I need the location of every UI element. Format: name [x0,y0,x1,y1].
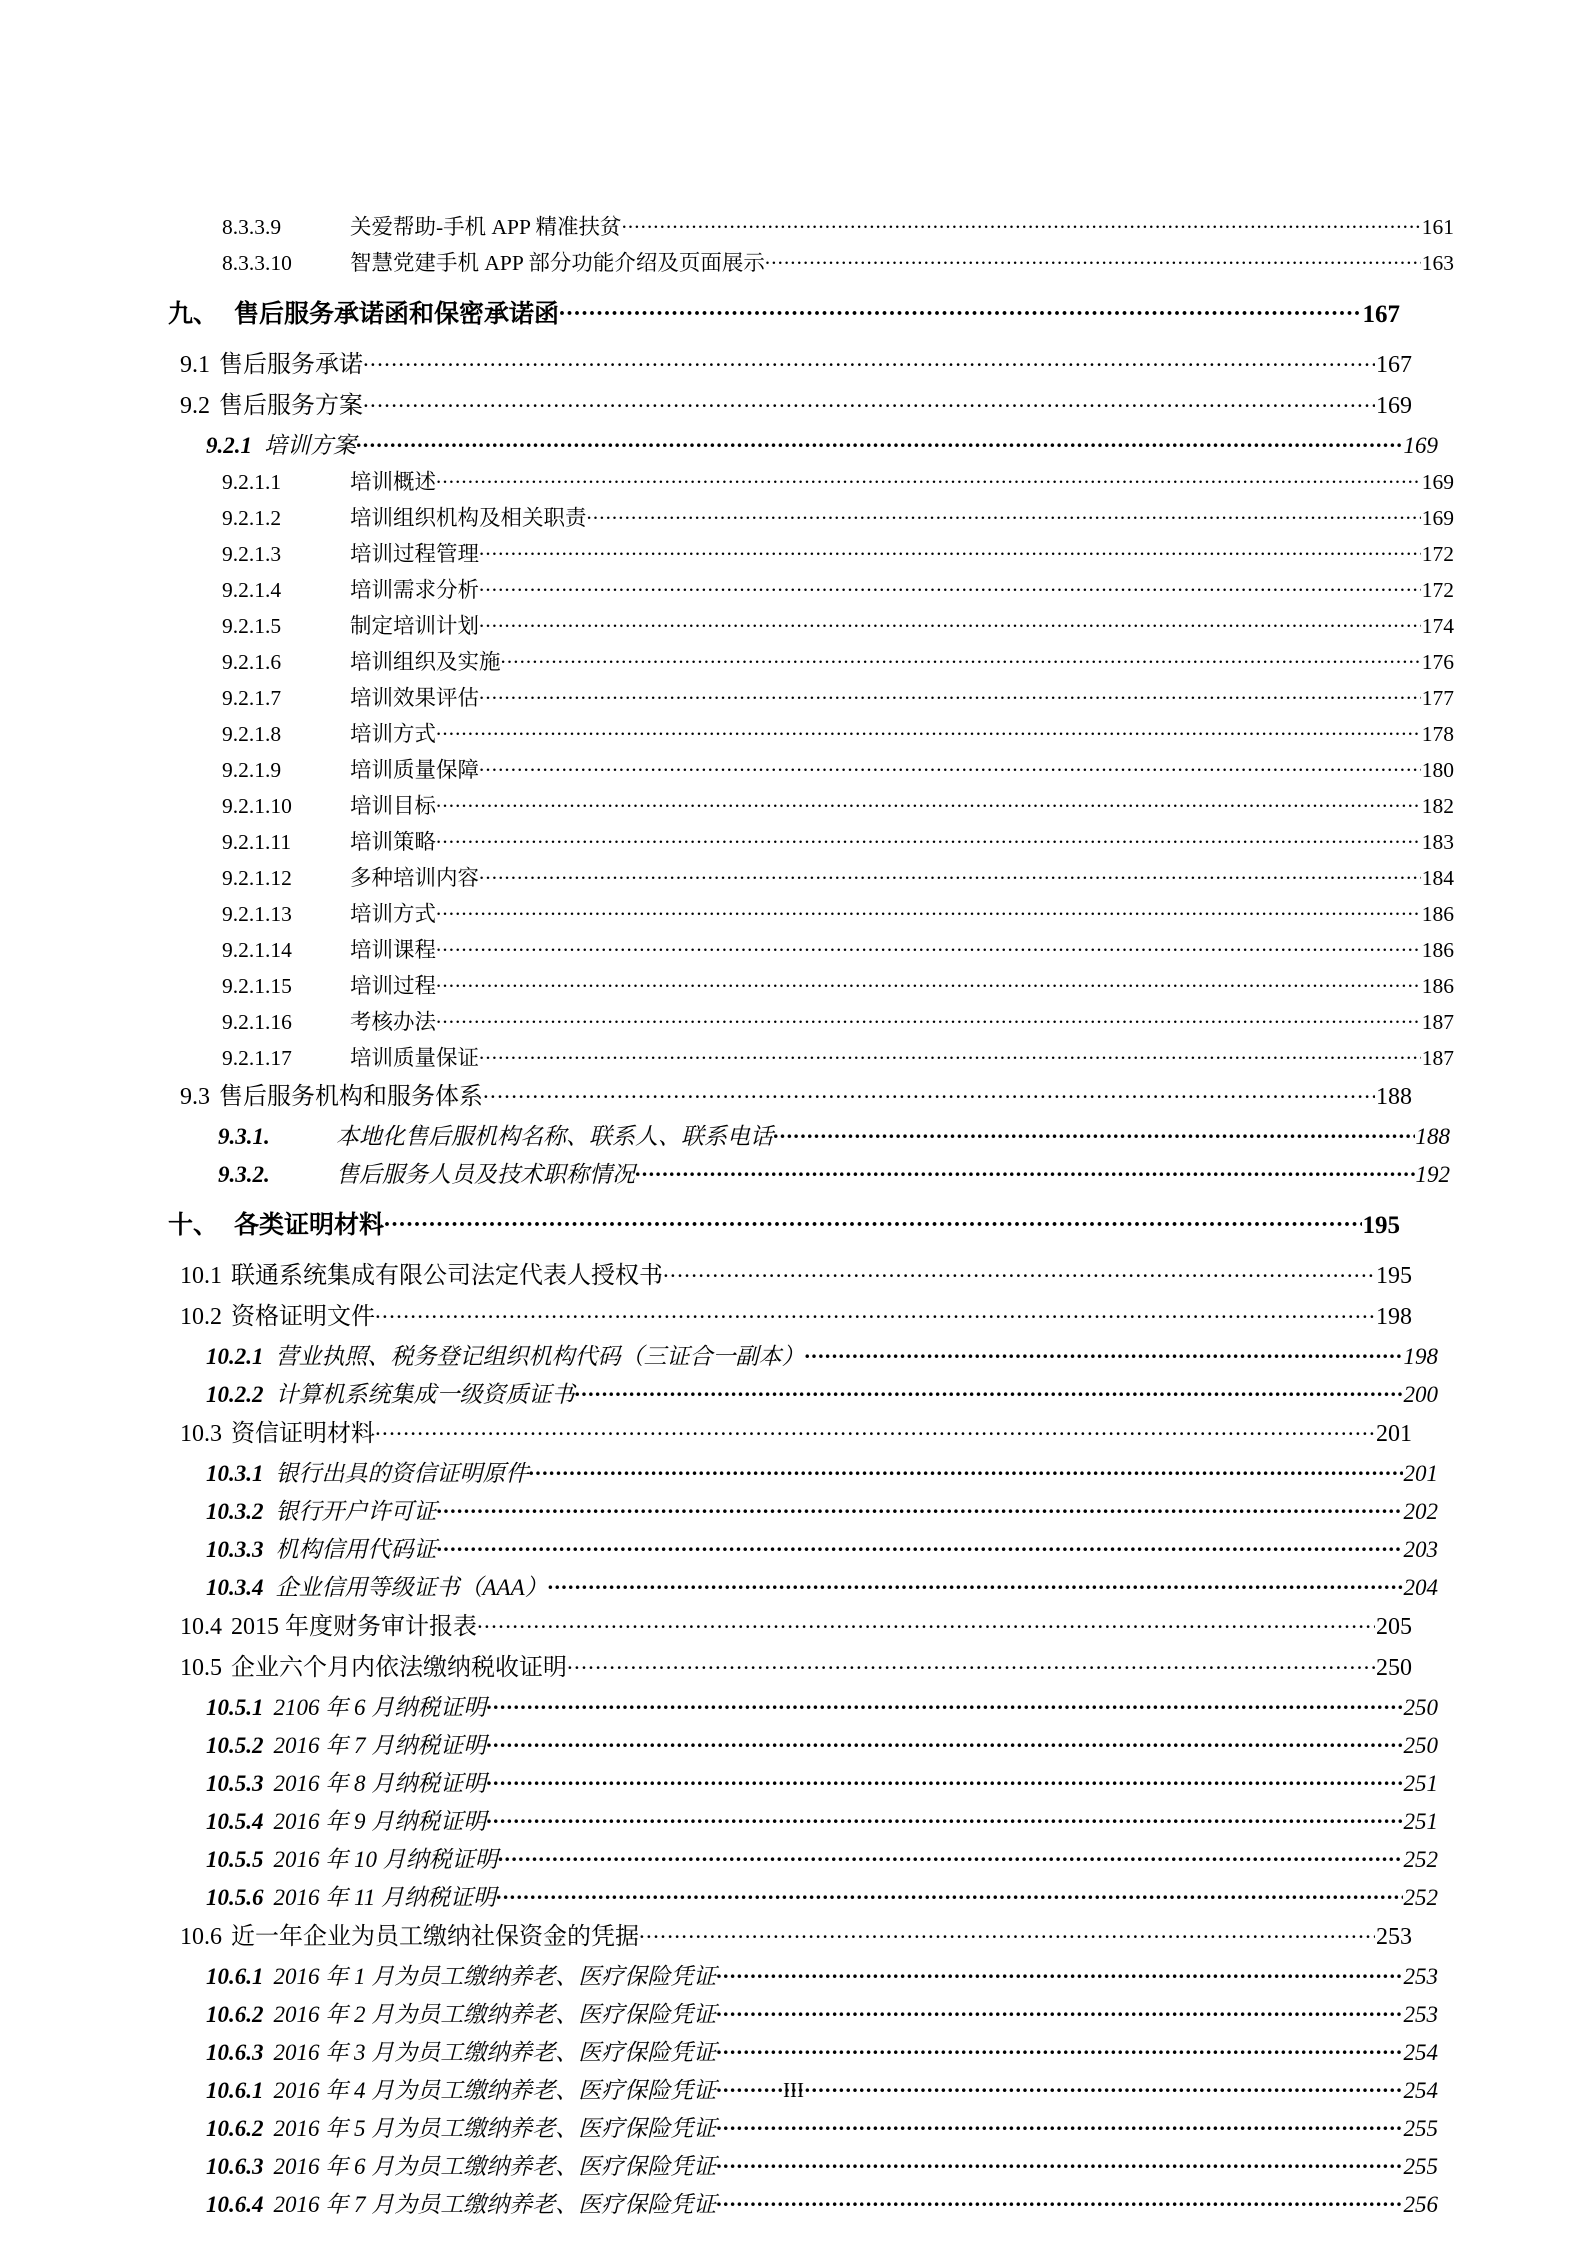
toc-entry-title: 培训过程管理 [350,542,480,566]
toc-entry-page-number[interactable]: 253 [1376,1923,1412,1950]
toc-entry-title: 售后服务机构和服务体系 [219,1083,483,1110]
toc-entry-number: 9.2.1.6 [222,650,282,674]
toc-entry[interactable] [168,828,1454,854]
toc-entry[interactable] [168,1121,1450,1148]
toc-entry[interactable] [168,900,1454,926]
toc-entry-title: 培训质量保证 [350,1046,480,1070]
toc-entry-page-number[interactable]: 250 [1376,1654,1412,1681]
toc-entry-page-number[interactable]: 182 [1421,794,1454,818]
toc-entry-number: 10.6.2 [206,2001,264,2027]
toc-dot-leader [498,1844,1403,1867]
toc-entry-number: 8.3.3.10 [222,251,292,275]
toc-dot-leader [716,2189,1402,2212]
toc-entry[interactable] [168,2113,1438,2140]
toc-entry-number: 10.5.5 [206,1846,264,1872]
toc-dot-leader [716,1999,1402,2022]
toc-entry-page-number[interactable]: 253 [1403,2001,1438,2027]
toc-entry-page-number[interactable]: 251 [1403,1808,1438,1834]
toc-entry[interactable] [168,540,1454,566]
toc-entry-number: 9.3.1. [218,1123,270,1149]
toc-entry-page-number[interactable]: 195 [1376,1262,1412,1289]
toc-entry-page-number[interactable]: 254 [1403,2039,1438,2065]
toc-entry-page-number[interactable]: 186 [1421,938,1454,962]
toc-dot-leader [437,1534,1403,1557]
toc-entry-title: 2016 年 4 月为员工缴纳养老、医疗保险凭证 [273,2077,717,2103]
toc-entry-title: 关爱帮助-手机 APP 精准扶贫 [350,214,622,239]
toc-entry-number: 9.3 [180,1083,210,1110]
toc-entry[interactable] [168,1572,1438,1599]
toc-entry-number: 9.2.1.13 [222,902,292,926]
toc-entry-page-number[interactable]: 253 [1403,1963,1438,1989]
toc-entry-title: 培训概述 [350,470,437,494]
toc-entry-number: 九、 [168,300,219,328]
toc-entry-number: 10.2.1 [206,1343,264,1369]
toc-dot-leader [663,1259,1375,1283]
toc-entry-number: 9.2.1.16 [222,1010,292,1034]
toc-dot-leader [496,1882,1402,1905]
toc-entry-title: 2016 年 8 月纳税证明 [273,1770,487,1796]
toc-entry-title: 培训方式 [350,902,437,926]
toc-entry-number: 9.2 [180,392,210,419]
toc-dot-leader [479,612,1421,634]
toc-entry-page-number[interactable]: 251 [1403,1770,1438,1796]
toc-entry[interactable] [168,1208,1400,1238]
toc-entry-number: 9.2.1.10 [222,794,292,818]
toc-entry[interactable] [168,1044,1454,1070]
toc-dot-leader [436,792,1421,814]
toc-entry-page-number[interactable]: 252 [1403,1884,1438,1910]
toc-entry-number: 10.6.2 [206,2115,264,2141]
toc-entry-title: 2016 年 7 月为员工缴纳养老、医疗保险凭证 [273,2191,717,2217]
toc-entry[interactable] [168,1882,1438,1909]
toc-entry[interactable] [168,389,1412,418]
toc-entry[interactable] [168,864,1454,890]
toc-entry-page-number[interactable]: 172 [1421,542,1454,566]
toc-dot-leader [639,1920,1375,1944]
toc-entry-title: 培训质量保障 [350,758,480,782]
toc-entry-number: 8.3.3.9 [222,214,282,239]
toc-entry-title: 2016 年 6 月为员工缴纳养老、医疗保险凭证 [273,2153,717,2179]
toc-entry-number: 10.6.4 [206,2191,264,2217]
table-of-contents [168,212,1454,2227]
toc-entry[interactable] [168,1300,1412,1329]
toc-entry-title: 培训目标 [350,794,437,818]
toc-entry-page-number[interactable]: 250 [1403,1732,1438,1758]
toc-entry[interactable] [168,348,1412,377]
toc-entry-page-number[interactable]: 186 [1421,974,1454,998]
toc-entry-title: 多种培训内容 [350,866,480,890]
toc-entry-title: 售后服务人员及技术职称情况 [336,1161,635,1187]
toc-entry[interactable] [168,576,1454,602]
toc-entry-title: 培训需求分析 [350,578,480,602]
toc-entry-page-number[interactable]: 205 [1376,1613,1412,1640]
toc-entry[interactable] [168,1610,1412,1639]
footer-page-number: III [783,2078,804,2102]
toc-dot-leader [436,972,1421,994]
toc-entry-page-number[interactable]: 167 [1376,351,1412,378]
toc-entry[interactable] [168,1008,1454,1034]
toc-entry-title: 培训课程 [350,938,437,962]
toc-entry-page-number[interactable]: 204 [1403,1574,1438,1600]
toc-entry-number: 10.6.3 [206,2153,264,2179]
toc-entry-title: 机构信用代码证 [275,1536,437,1562]
toc-entry[interactable] [168,1534,1438,1561]
toc-entry[interactable] [168,504,1454,530]
toc-dot-leader [479,684,1421,706]
toc-entry[interactable] [168,1417,1412,1446]
toc-dot-leader [384,1208,1361,1233]
toc-dot-leader [486,1692,1402,1715]
toc-dot-leader [375,1300,1375,1324]
toc-entry[interactable] [168,2189,1438,2216]
toc-entry[interactable] [168,1651,1412,1680]
toc-entry[interactable] [168,1806,1438,1833]
toc-entry[interactable] [168,972,1454,998]
toc-entry[interactable] [168,720,1454,746]
toc-entry-number: 9.3.2. [218,1161,270,1187]
toc-entry-page-number[interactable]: 169 [1403,432,1438,458]
toc-entry[interactable] [168,1379,1438,1406]
toc-entry-title: 近一年企业为员工缴纳社保资金的凭据 [231,1923,639,1950]
toc-dot-leader [479,864,1421,886]
toc-entry[interactable] [168,684,1454,710]
toc-entry-number: 10.5.2 [206,1732,264,1758]
toc-entry-number: 10.4 [180,1613,222,1640]
toc-entry-number: 9.2.1.1 [222,470,282,494]
toc-entry-number: 9.2.1.15 [222,974,292,998]
toc-dot-leader [477,1610,1375,1634]
toc-dot-leader [479,576,1421,598]
toc-entry[interactable] [168,1692,1438,1719]
toc-entry[interactable] [168,1961,1438,1988]
toc-entry[interactable] [168,249,1454,275]
toc-entry[interactable] [168,936,1454,962]
toc-entry-title: 培训效果评估 [350,686,480,710]
toc-dot-leader [529,1458,1403,1481]
toc-dot-leader [501,648,1421,670]
toc-dot-leader [436,900,1421,922]
toc-entry-page-number[interactable]: 198 [1376,1303,1412,1330]
toc-dot-leader [437,1496,1403,1519]
toc-entry-title: 计算机系统集成一级资质证书 [275,1381,575,1407]
toc-entry-number: 10.3.3 [206,1536,264,1562]
toc-entry-page-number[interactable]: 169 [1421,470,1454,494]
toc-entry-number: 9.2.1.2 [222,506,282,530]
toc-entry-title: 2016 年 11 月纳税证明 [273,1884,497,1910]
toc-entry[interactable] [168,1768,1438,1795]
toc-dot-leader [773,1121,1415,1144]
toc-entry-title: 培训组织机构及相关职责 [350,506,587,530]
toc-entry-number: 9.2.1.9 [222,758,282,782]
toc-entry-number: 9.2.1.3 [222,542,282,566]
toc-dot-leader [486,1730,1402,1753]
toc-entry-page-number[interactable]: 188 [1415,1123,1450,1149]
toc-entry-title: 联通系统集成有限公司法定代表人授权书 [231,1262,663,1289]
toc-entry-number: 10.6 [180,1923,222,1950]
toc-entry-title: 培训组织及实施 [350,650,501,674]
toc-entry[interactable] [168,1844,1438,1871]
toc-entry-page-number[interactable]: 256 [1403,2191,1438,2217]
toc-entry-number: 10.6.1 [206,2077,264,2103]
toc-dot-leader [436,828,1421,850]
toc-dot-leader [716,1961,1402,1984]
toc-entry-title: 银行出具的资信证明原件 [275,1460,529,1486]
toc-entry-page-number[interactable]: 252 [1403,1846,1438,1872]
toc-entry-title: 2016 年 3 月为员工缴纳养老、医疗保险凭证 [273,2039,717,2065]
toc-entry-number: 10.3 [180,1420,222,1447]
toc-entry-page-number[interactable]: 161 [1421,214,1454,239]
toc-entry[interactable] [168,612,1454,638]
toc-entry-number: 10.5.4 [206,1808,264,1834]
toc-entry[interactable] [168,1920,1412,1949]
toc-dot-leader [356,430,1403,453]
toc-entry[interactable] [168,2037,1438,2064]
toc-dot-leader [479,756,1421,778]
toc-dot-leader [567,1651,1375,1675]
toc-dot-leader [805,1341,1403,1364]
toc-entry-number: 10.6.3 [206,2039,264,2065]
toc-entry[interactable] [168,297,1400,327]
toc-entry-number: 9.2.1.5 [222,614,282,638]
toc-entry-number: 10.5.1 [206,1694,264,1720]
toc-dot-leader [575,1379,1403,1402]
toc-dot-leader [486,1768,1402,1791]
toc-entry[interactable] [168,1999,1438,2026]
toc-entry-number: 10.3.4 [206,1574,264,1600]
toc-entry-title: 资信证明材料 [231,1420,375,1447]
toc-dot-leader [436,468,1421,490]
toc-entry[interactable] [168,2151,1438,2178]
toc-dot-leader [375,1417,1375,1441]
toc-entry-page-number[interactable]: 184 [1421,866,1454,890]
toc-entry-number: 10.2 [180,1303,222,1330]
toc-entry-number: 10.5 [180,1654,222,1681]
toc-entry-page-number[interactable]: 169 [1376,392,1412,419]
toc-entry[interactable] [168,1159,1450,1186]
toc-entry-title: 售后服务方案 [219,392,363,419]
toc-entry-title: 培训过程 [350,974,437,998]
toc-entry-title: 售后服务承诺函和保密承诺函 [234,300,560,328]
toc-entry-number: 10.5.3 [206,1770,264,1796]
toc-entry-page-number[interactable]: 163 [1421,251,1454,275]
toc-entry-title: 2016 年 5 月为员工缴纳养老、医疗保险凭证 [273,2115,717,2141]
page-footer [0,2078,1587,2103]
toc-dot-leader [363,389,1375,413]
toc-entry-page-number[interactable]: 198 [1403,1343,1438,1369]
toc-entry-number: 9.2.1.4 [222,578,282,602]
toc-entry-number: 10.5.6 [206,1884,264,1910]
toc-entry-page-number[interactable]: 183 [1421,830,1454,854]
toc-dot-leader [436,720,1421,742]
toc-entry-title: 制定培训计划 [350,614,480,638]
toc-entry[interactable] [168,648,1454,674]
toc-entry-number: 9.2.1.8 [222,722,282,746]
toc-dot-leader [436,936,1421,958]
toc-entry-page-number[interactable]: 203 [1403,1536,1438,1562]
toc-dot-leader [363,348,1375,372]
toc-entry-title: 智慧党建手机 APP 部分功能介绍及页面展示 [350,251,765,275]
toc-entry-page-number[interactable]: 250 [1403,1694,1438,1720]
toc-dot-leader [716,2037,1402,2060]
toc-entry-number: 9.2.1.17 [222,1046,292,1070]
toc-entry-title: 企业信用等级证书（AAA） [275,1574,548,1600]
toc-entry-page-number[interactable]: 172 [1421,578,1454,602]
toc-entry[interactable] [168,468,1454,494]
toc-entry-number: 9.2.1.7 [222,686,282,710]
toc-dot-leader [716,2151,1402,2174]
toc-entry-page-number[interactable]: 178 [1421,722,1454,746]
toc-entry-title: 企业六个月内依法缴纳税收证明 [231,1654,567,1681]
toc-dot-leader [486,1806,1402,1829]
toc-entry-title: 各类证明材料 [234,1211,385,1239]
toc-dot-leader [479,540,1421,562]
toc-entry[interactable] [168,1496,1438,1523]
toc-entry-page-number[interactable]: 195 [1362,1211,1400,1239]
toc-dot-leader [587,504,1421,526]
toc-entry-title: 2016 年 9 月纳税证明 [273,1808,487,1834]
toc-entry-title: 2106 年 6 月纳税证明 [273,1694,487,1720]
toc-entry-title: 2016 年 2 月为员工缴纳养老、医疗保险凭证 [273,2001,717,2027]
toc-entry[interactable] [168,430,1438,457]
toc-entry-title: 本地化售后服机构名称、联系人、联系电话 [336,1123,773,1149]
toc-entry-title: 2016 年 1 月为员工缴纳养老、医疗保险凭证 [273,1963,717,1989]
toc-entry-title: 2016 年 10 月纳税证明 [273,1846,498,1872]
toc-dot-leader [436,1008,1421,1030]
toc-entry-page-number[interactable]: 180 [1421,758,1454,782]
toc-entry[interactable] [168,1080,1412,1109]
toc-entry-page-number[interactable]: 188 [1376,1083,1412,1110]
toc-entry-page-number[interactable]: 254 [1403,2077,1438,2103]
toc-entry[interactable] [168,1259,1412,1288]
toc-entry-number: 10.6.1 [206,1963,264,1989]
toc-entry-number: 10.1 [180,1262,222,1289]
toc-dot-leader [765,249,1421,271]
toc-entry-page-number[interactable]: 200 [1403,1381,1438,1407]
toc-entry-title: 银行开户许可证 [275,1498,437,1524]
toc-dot-leader [548,1572,1403,1595]
toc-entry-page-number[interactable]: 192 [1415,1161,1450,1187]
toc-entry-page-number[interactable]: 174 [1421,614,1454,638]
toc-entry[interactable] [168,212,1454,238]
toc-dot-leader [483,1080,1375,1104]
toc-entry[interactable] [168,1730,1438,1757]
toc-entry-number: 10.3.1 [206,1460,264,1486]
toc-entry-title: 培训方案 [264,432,356,458]
toc-dot-leader [479,1044,1421,1066]
toc-entry[interactable] [168,792,1454,818]
toc-entry-page-number[interactable]: 202 [1403,1498,1438,1524]
toc-entry-number: 10.3.2 [206,1498,264,1524]
toc-entry-number: 10.2.2 [206,1381,264,1407]
toc-entry-page-number[interactable]: 176 [1421,650,1454,674]
toc-entry-title: 营业执照、税务登记组织机构代码（三证合一副本） [275,1343,805,1369]
toc-entry-page-number[interactable]: 255 [1403,2153,1438,2179]
toc-entry-number: 9.2.1 [206,432,252,458]
toc-entry-page-number[interactable]: 167 [1362,300,1400,328]
toc-entry-title: 培训方式 [350,722,437,746]
toc-entry-number: 9.1 [180,351,210,378]
toc-entry-number: 9.2.1.11 [222,830,292,854]
toc-entry[interactable] [168,756,1454,782]
toc-entry-page-number[interactable]: 201 [1376,1420,1412,1447]
toc-entry-number: 十、 [168,1211,219,1239]
toc-entry-number: 9.2.1.12 [222,866,292,890]
toc-entry-page-number[interactable]: 187 [1421,1046,1454,1070]
toc-entry-page-number[interactable]: 169 [1421,506,1454,530]
toc-entry-title: 考核办法 [350,1010,437,1034]
toc-entry[interactable] [168,1458,1438,1485]
toc-dot-leader [716,2113,1402,2136]
toc-entry-page-number[interactable]: 177 [1421,686,1454,710]
toc-entry-title: 资格证明文件 [231,1303,375,1330]
toc-entry-title: 2015 年度财务审计报表 [231,1613,477,1640]
toc-entry-number: 9.2.1.14 [222,938,292,962]
toc-entry-page-number[interactable]: 255 [1403,2115,1438,2141]
toc-entry-title: 培训策略 [350,830,437,854]
toc-entry-page-number[interactable]: 201 [1403,1460,1438,1486]
toc-dot-leader [635,1159,1415,1182]
toc-entry-title: 售后服务承诺 [219,351,363,378]
toc-dot-leader [559,297,1361,322]
toc-entry-page-number[interactable]: 186 [1421,902,1454,926]
toc-dot-leader [622,212,1421,234]
toc-entry-page-number[interactable]: 187 [1421,1010,1454,1034]
toc-entry-title: 2016 年 7 月纳税证明 [273,1732,487,1758]
toc-entry[interactable] [168,1341,1438,1368]
